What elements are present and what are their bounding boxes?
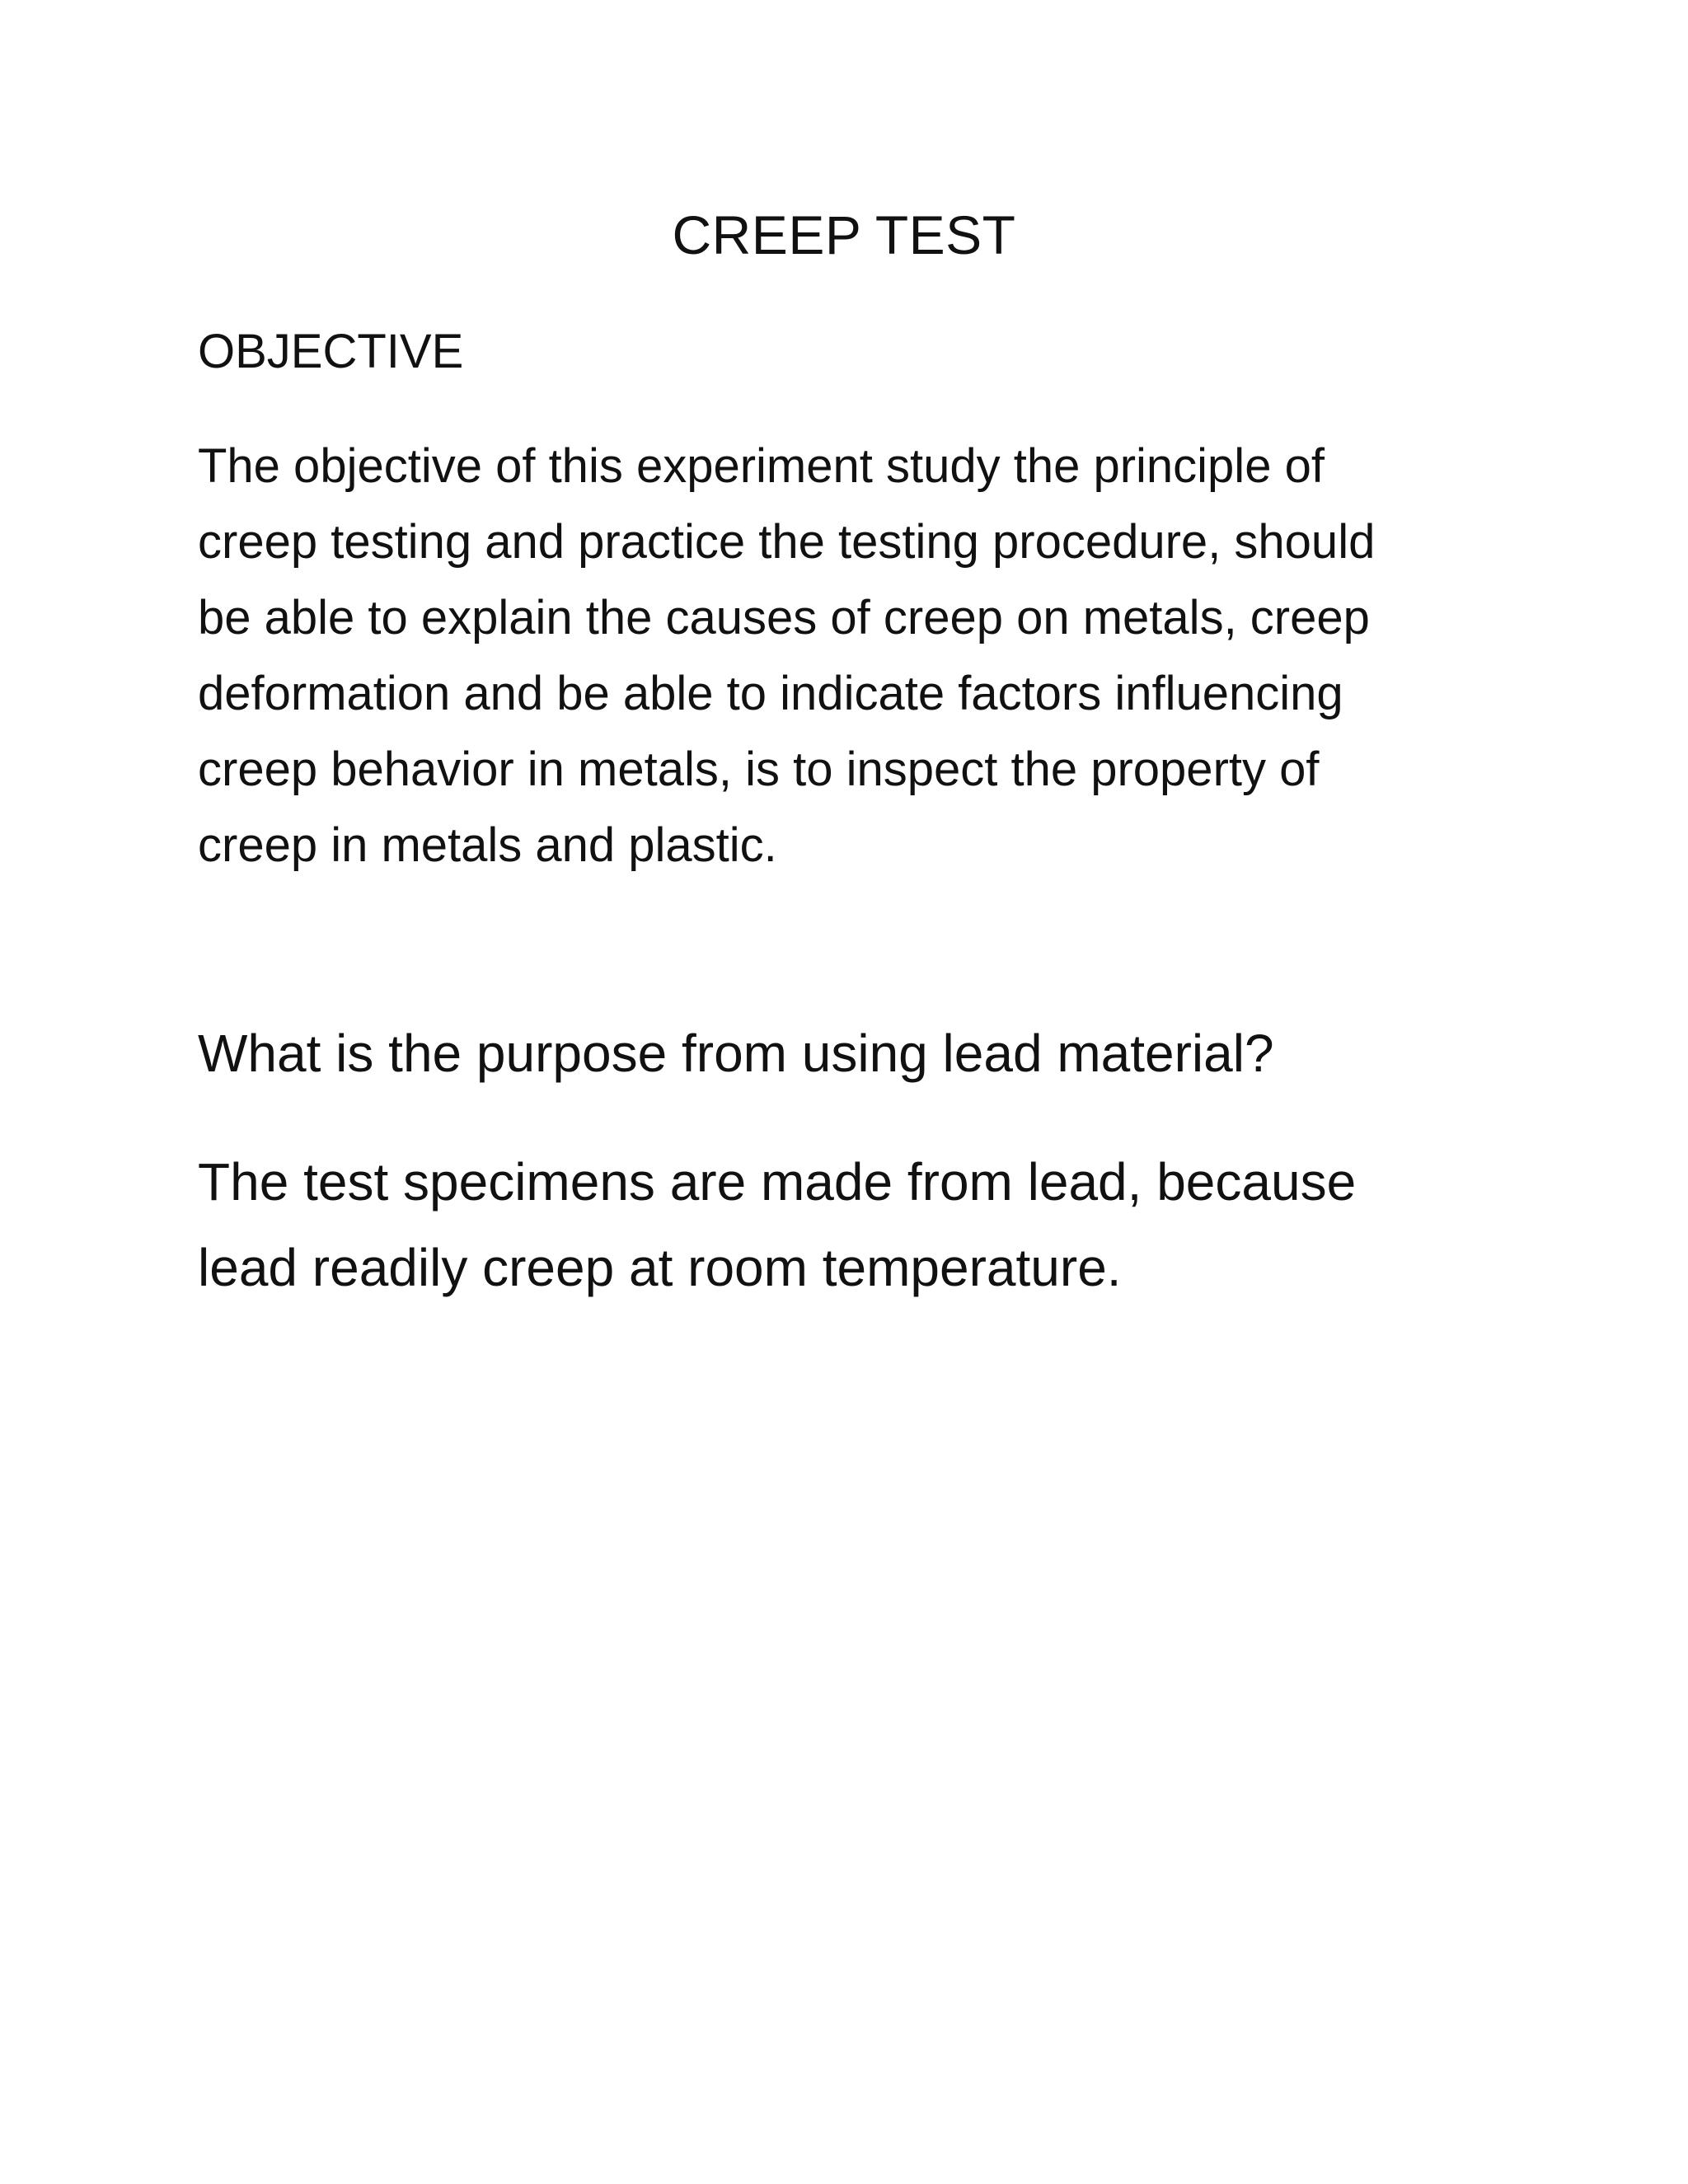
objective-line: The objective of this experiment study the principle of xyxy=(198,439,1325,493)
objective-line: creep in metals and plastic. xyxy=(198,818,777,872)
objective-line: be able to explain the causes of creep on metals, creep xyxy=(198,591,1370,644)
objective-paragraph xyxy=(198,429,1533,883)
page-title: CREEP TEST xyxy=(672,204,1016,265)
objective-line: deformation and be able to indicate factors influencing xyxy=(198,667,1343,720)
objective-line: creep testing and practice the testing procedure, should xyxy=(198,515,1376,569)
objective-line: creep behavior in metals, is to inspect the property of xyxy=(198,743,1320,796)
answer-line: lead readily creep at room temperature. xyxy=(198,1238,1122,1297)
objective-heading: OBJECTIVE xyxy=(198,325,464,378)
question-text: What is the purpose from using lead material? xyxy=(198,1024,1274,1083)
answer-line: The test specimens are made from lead, because xyxy=(198,1152,1357,1212)
answer-paragraph xyxy=(198,1139,1533,1310)
